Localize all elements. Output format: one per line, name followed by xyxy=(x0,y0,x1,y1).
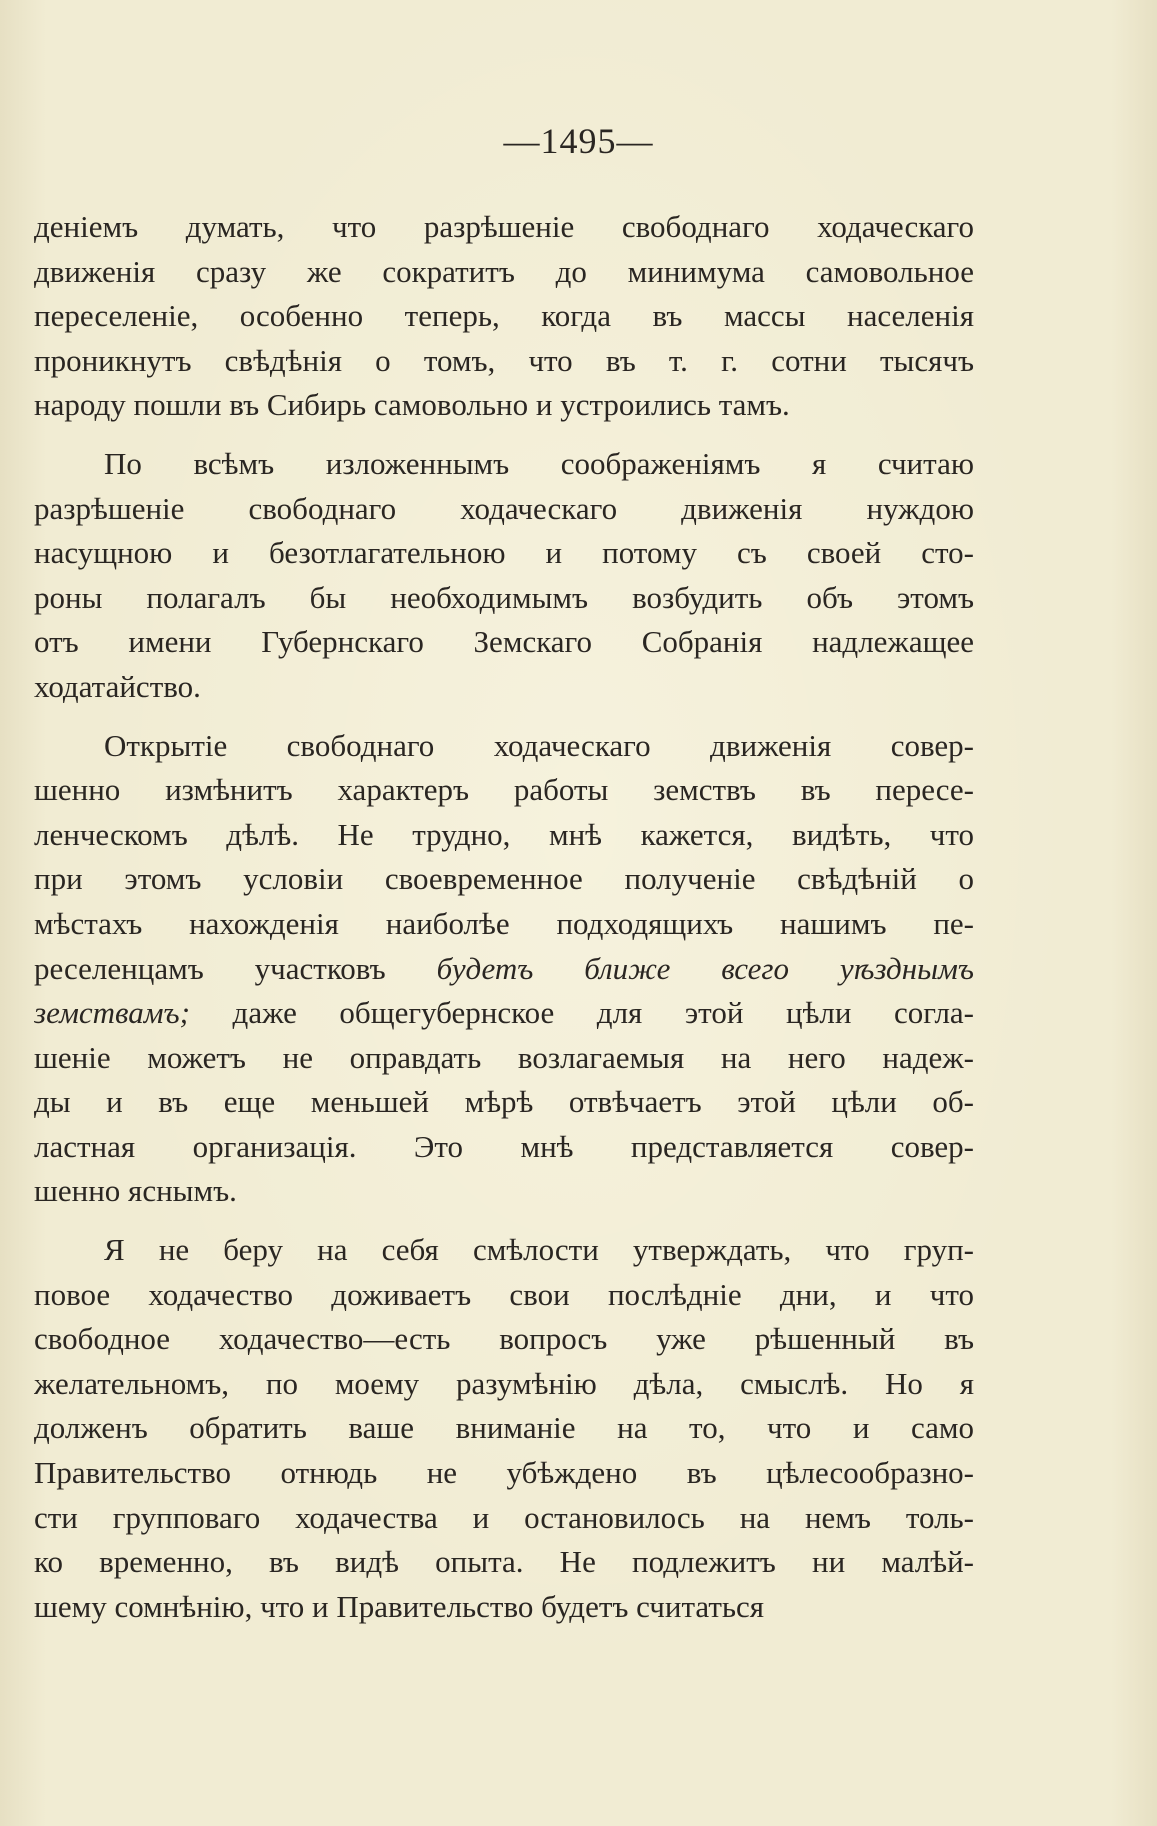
line-text: долженъ обратить ваше вниманіе на то, что и само xyxy=(34,1410,974,1446)
text-line xyxy=(34,250,974,295)
line-text: ходатайство. xyxy=(34,668,201,704)
line-text: сти групповаго ходачества и остановилось на немъ толь- xyxy=(34,1499,974,1535)
text-line xyxy=(34,442,974,487)
line-text: ко временно, въ видѣ опыта. Не подлежитъ ни малѣй- xyxy=(34,1544,974,1580)
text-line xyxy=(34,294,974,339)
line-text: шенно яснымъ. xyxy=(34,1173,237,1209)
line-text: переселеніе, особенно теперь, когда въ массы населенія xyxy=(34,298,974,334)
text-line xyxy=(34,1317,974,1362)
text-line xyxy=(34,531,974,576)
text-line xyxy=(34,768,974,813)
line-text: насущною и безотлагательною и потому съ своей сто- xyxy=(34,535,974,571)
text-line xyxy=(34,383,974,428)
text-line xyxy=(34,1036,974,1081)
text-line xyxy=(34,947,974,992)
text-line xyxy=(34,1585,974,1630)
line-text: роны полагалъ бы необходимымъ возбудить объ этомъ xyxy=(34,579,974,615)
line-text: проникнутъ свѣдѣнія о томъ, что въ т. г. сотни тысячъ xyxy=(34,342,974,378)
line-text: при этомъ условіи своевременное полученіе свѣдѣній о xyxy=(34,861,974,897)
text-line xyxy=(34,1125,974,1170)
text-line xyxy=(34,1362,974,1407)
line-text: отъ имени Губернскаго Земскаго Собранія надлежащее xyxy=(34,624,974,660)
text-line xyxy=(34,665,974,710)
line-text: деніемъ думать, что разрѣшеніе свободнаго ходаческаго xyxy=(34,209,974,244)
paragraph xyxy=(34,442,974,710)
line-text: свободное ходачество—есть вопросъ уже рѣшенный въ xyxy=(34,1321,974,1357)
text-line xyxy=(34,576,974,621)
page-number: —1495— xyxy=(503,121,654,161)
line-text: повое ходачество доживаетъ свои послѣдніе дни, и что xyxy=(34,1276,974,1312)
text-line xyxy=(34,902,974,947)
line-text: даже общегубернское для этой цѣли согла- xyxy=(189,995,974,1031)
line-text: ластная организація. Это мнѣ представляется совер- xyxy=(34,1128,974,1164)
line-text: реселенцамъ участковъ xyxy=(34,950,437,986)
text-line xyxy=(34,205,974,250)
italic-text: земствамъ; xyxy=(34,995,190,1031)
text-line xyxy=(34,1496,974,1541)
line-text: желательномъ, по моему разумѣнію дѣла, смыслѣ. Но я xyxy=(34,1365,974,1401)
text-line xyxy=(34,991,974,1036)
line-text: По всѣмъ изложеннымъ соображеніямъ я считаю xyxy=(104,445,974,481)
line-text: шенно измѣнитъ характеръ работы земствъ въ пересе- xyxy=(34,772,974,808)
line-text: Я не беру на себя смѣлости утверждать, что груп- xyxy=(104,1232,974,1268)
text-line xyxy=(34,1228,974,1273)
line-text: шему сомнѣнію, что и Правительство будетъ считаться xyxy=(34,1588,765,1624)
text-line xyxy=(34,1451,974,1496)
line-text: Правительство отнюдь не убѣждено въ цѣлесообразно- xyxy=(34,1455,974,1491)
paragraph xyxy=(34,205,974,428)
line-text: мѣстахъ нахожденія наиболѣе подходящихъ нашимъ пе- xyxy=(34,905,974,941)
text-line xyxy=(34,1406,974,1451)
body-text xyxy=(34,205,974,1629)
italic-text: будетъ ближе всего уѣзднымъ xyxy=(436,950,974,986)
line-text: ды и въ еще меньшей мѣрѣ отвѣчаетъ этой цѣли об- xyxy=(34,1084,974,1120)
paragraph xyxy=(34,1228,974,1629)
text-line xyxy=(34,724,974,769)
paragraph xyxy=(34,724,974,1215)
line-text: разрѣшеніе свободнаго ходаческаго движенія нуждою xyxy=(34,490,974,526)
text-line xyxy=(34,1080,974,1125)
line-text: ленческомъ дѣлѣ. Не трудно, мнѣ кажется, видѣть, что xyxy=(34,816,974,852)
line-text: народу пошли въ Сибирь самовольно и устроились тамъ. xyxy=(34,387,790,423)
text-line xyxy=(34,813,974,858)
text-line xyxy=(34,339,974,384)
text-line xyxy=(34,857,974,902)
text-line xyxy=(34,1540,974,1585)
text-line xyxy=(34,1169,974,1214)
text-line xyxy=(34,487,974,532)
text-line xyxy=(34,1273,974,1318)
line-text: движенія сразу же сократитъ до минимума самовольное xyxy=(34,253,974,289)
line-text: Открытіе свободнаго ходаческаго движенія совер- xyxy=(104,727,974,763)
text-line xyxy=(34,620,974,665)
line-text: шеніе можетъ не оправдать возлагаемыя на него надеж- xyxy=(34,1039,974,1075)
